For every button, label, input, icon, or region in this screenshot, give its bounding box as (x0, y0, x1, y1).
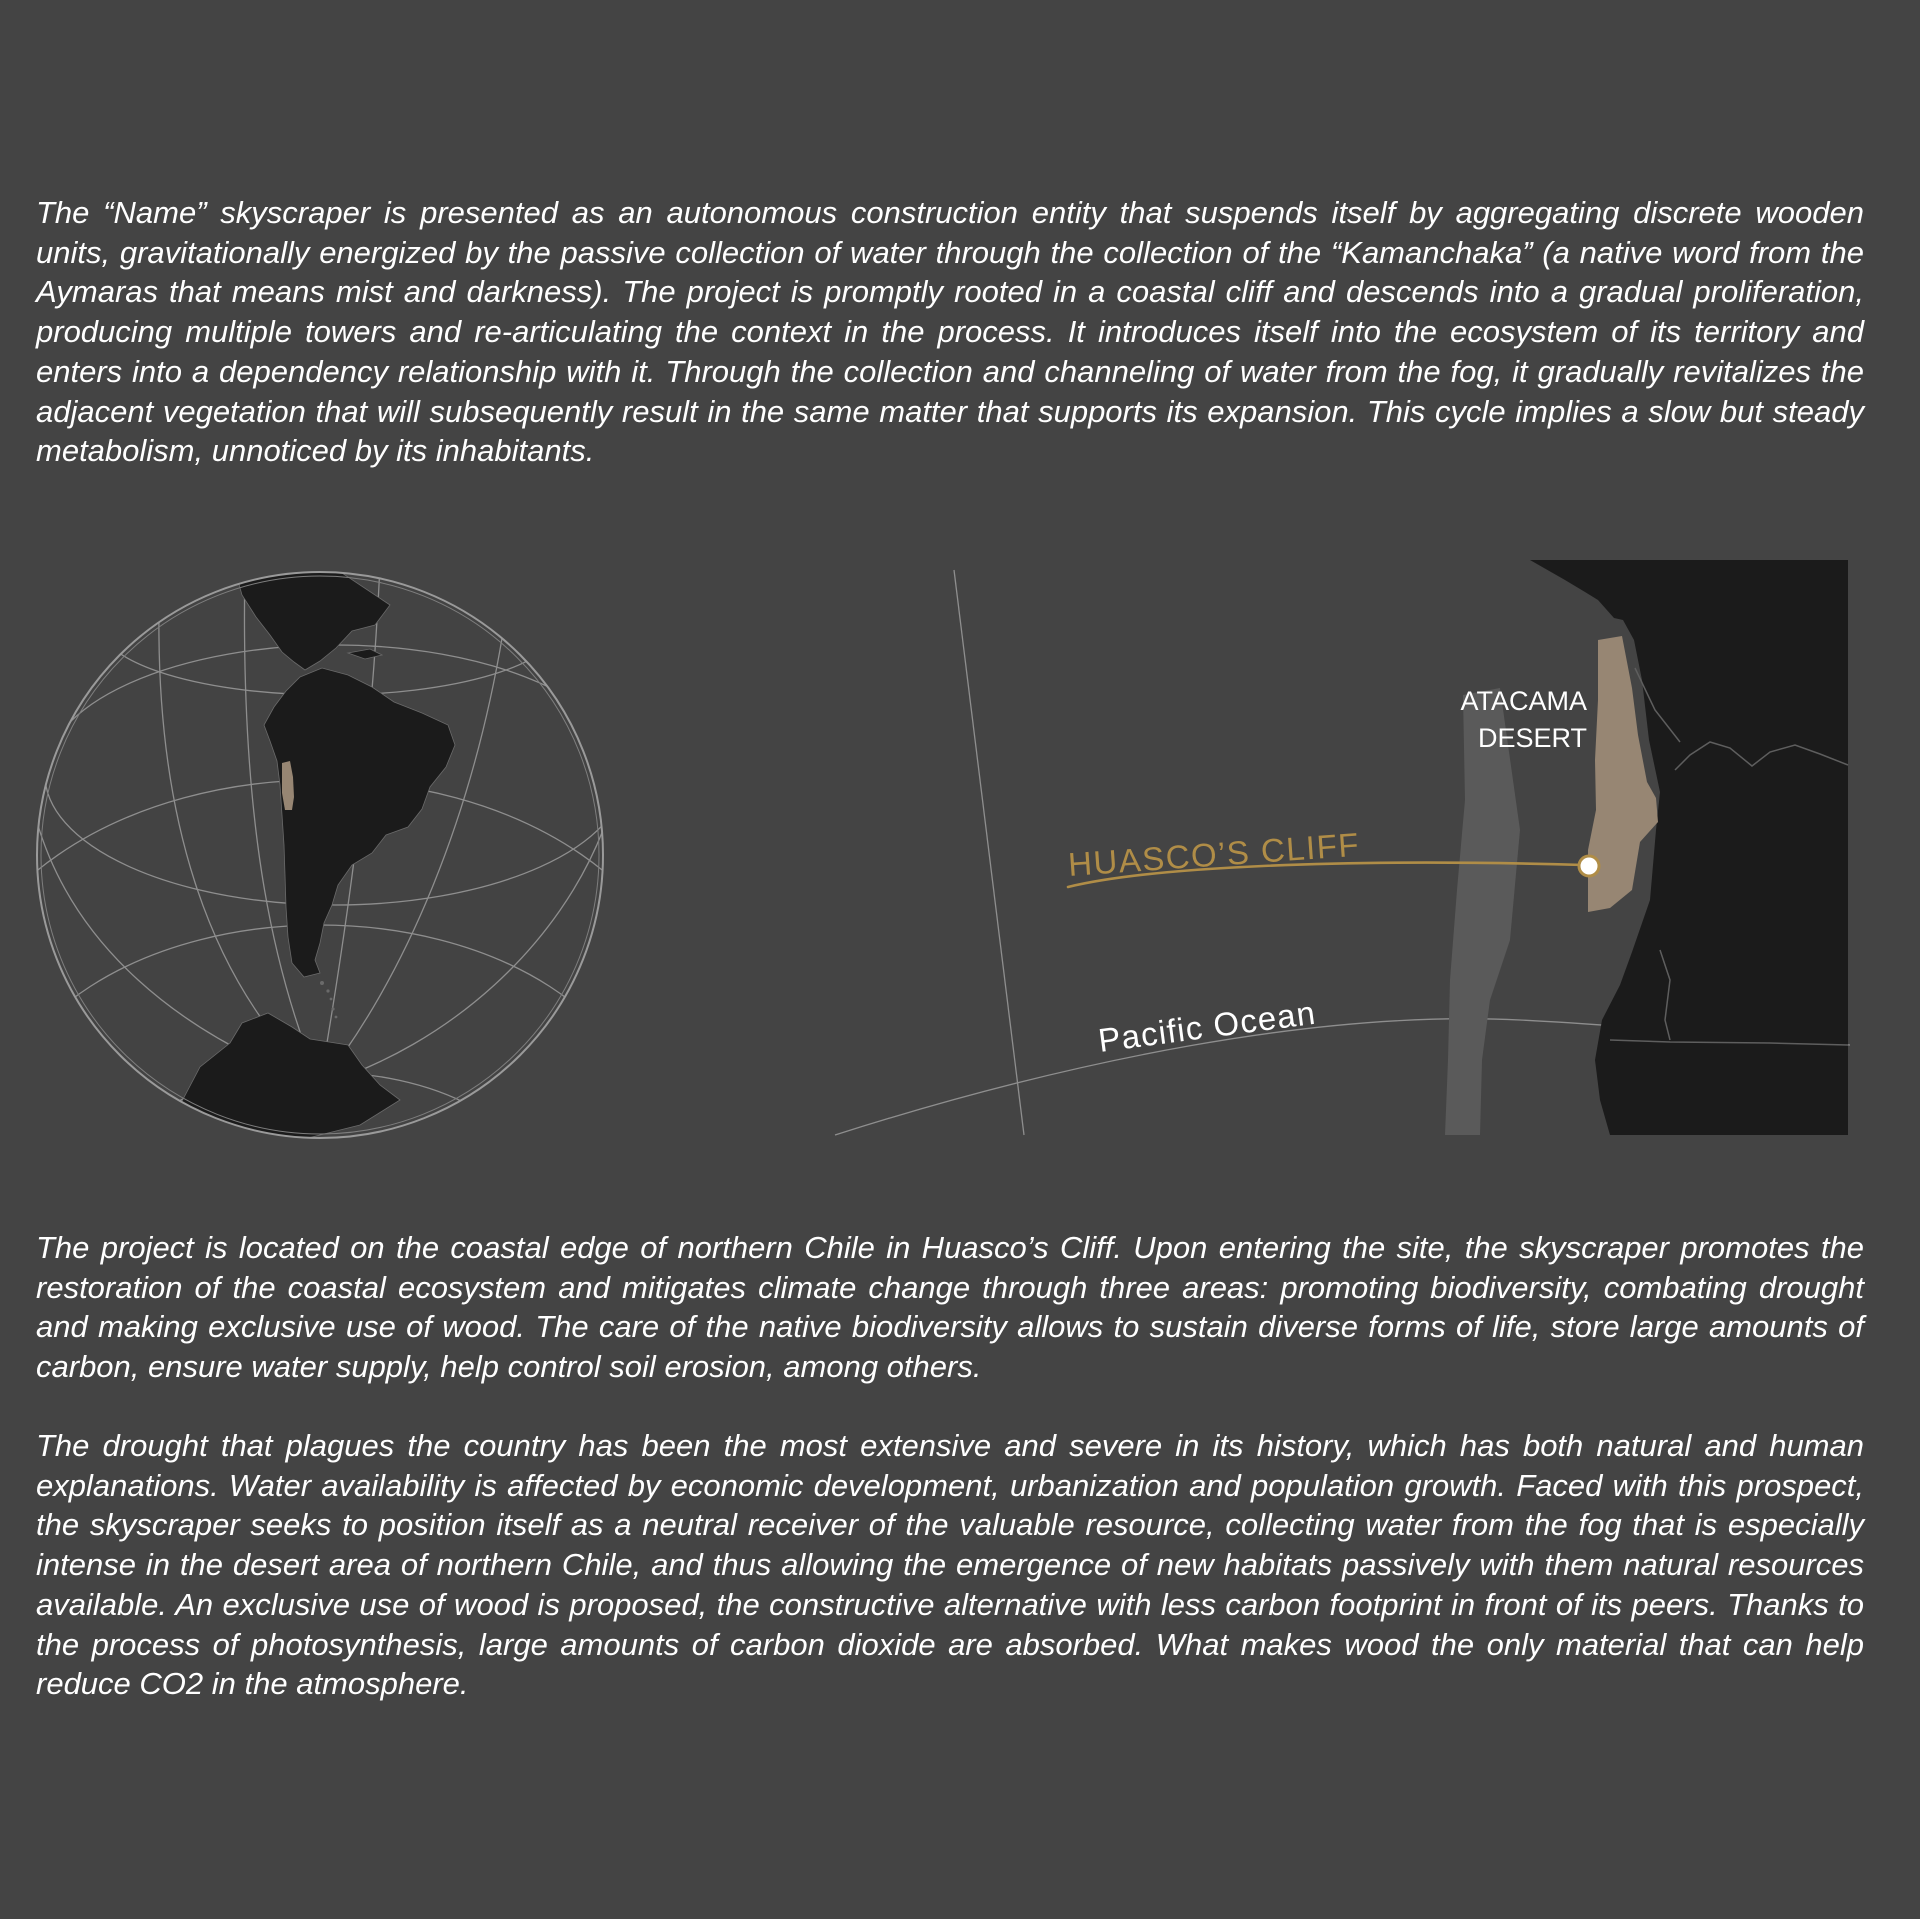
drought-paragraph: The drought that plagues the country has been the most extensive and severe in its history, which has both natural and human explanations. Water availability is affected by economic development, urbanization and population growth. Faced with this prospect, the skyscraper seeks to position itself as a neutral receiver of the valuable resource, collecting water from the fog that is especially intense in the desert area of northern Chile, and thus allowing the emergence of new habitats passively with them natural resources available. An exclusive use of wood is proposed, the constructive alternative with less carbon footprint in front of its peers. Thanks to the process of photosynthesis, large amounts of carbon dioxide are absorbed. What makes wood the only material that can help reduce CO2 in the atmosphere. (36, 1428, 1864, 1702)
meridian-line (954, 570, 1024, 1135)
pacific-ocean-label: Pacific Ocean (1096, 993, 1319, 1059)
atacama-label-line1: ATACAMA (1460, 686, 1587, 716)
location-paragraph: The project is located on the coastal edge of northern Chile in Huasco’s Cliff. Upon entering the site, the skyscraper promotes the restoration of the coastal ecosystem and mitigates climate change through three areas: promoting biodiversity, combating drought and making exclusive use of wood. The care of the native biodiversity allows to sustain diverse forms of life, store large amounts of carbon, ensure water supply, help control soil erosion, among others. (36, 1230, 1864, 1385)
south-america-landmass (1530, 560, 1848, 1135)
globe-map (30, 565, 610, 1145)
atacama-label-line2: DESERT (1477, 723, 1587, 753)
coastal-shelf (1445, 688, 1520, 1135)
intro-paragraph: The “Name” skyscraper is presented as an autonomous construction entity that suspends itself by aggregating discrete wooden units, gravitationally energized by the passive collection of water through the collection of the “Kamanchaka” (a native word from the Aymaras that means mist and darkness). The project is promptly rooted in a coastal cliff and descends into a gradual proliferation, producing multiple towers and re-articulating the context in the process. It introduces itself into the ecosystem of its territory and enters into a dependency relationship with it. Through the collection and channeling of water from the fog, it gradually revitalizes the adjacent vegetation that will subsequently result in the same matter that supports its expansion. This cycle implies a slow but steady metabolism, unnoticed by its inhabitants. (36, 195, 1864, 469)
huasco-cliff-label: HUASCO’S CLIFF (1066, 825, 1362, 883)
huasco-cliff-marker[interactable] (1579, 856, 1599, 876)
regional-map (820, 560, 1860, 1140)
